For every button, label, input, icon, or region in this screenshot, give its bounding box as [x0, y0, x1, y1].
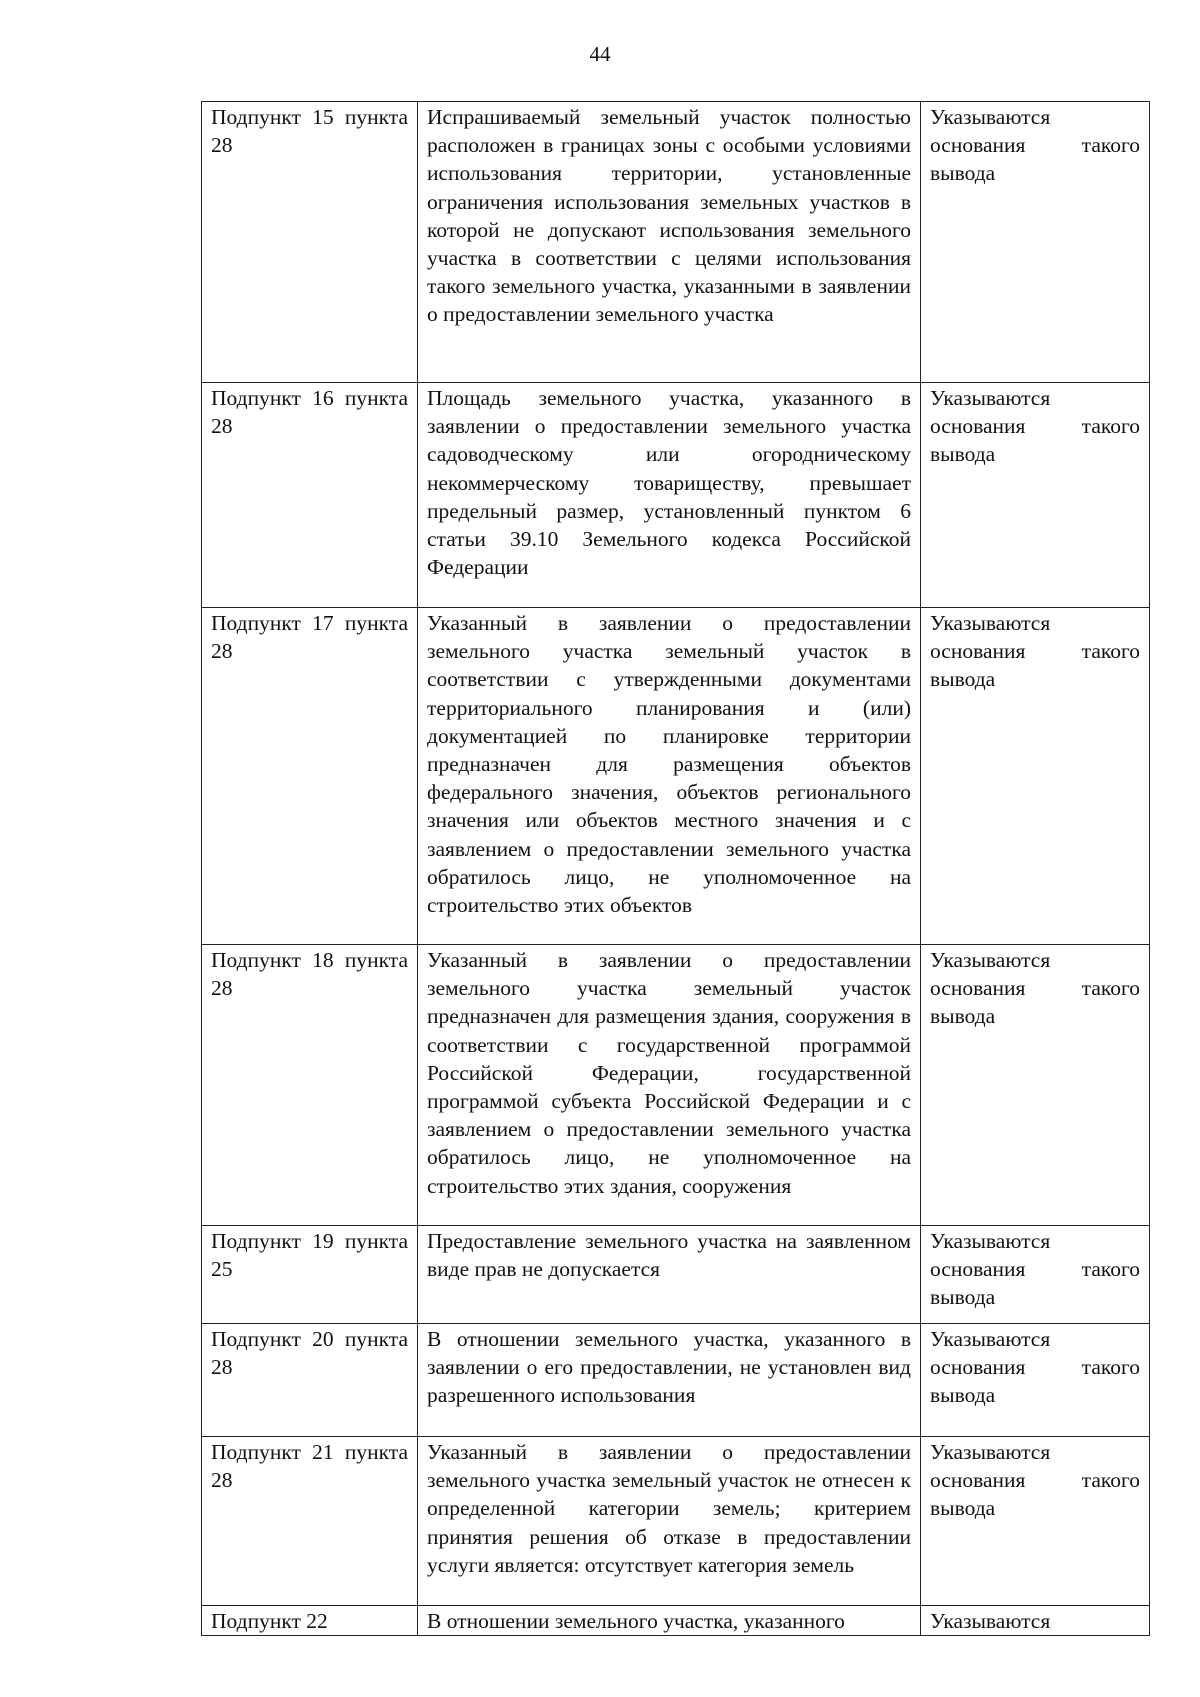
note-text: Указываются основания такого вывода — [930, 105, 1140, 186]
table-row — [202, 383, 1150, 608]
note-cell — [921, 608, 1150, 945]
clause-ref: Подпункт 17 пункта 28 — [211, 611, 408, 664]
table-row — [202, 1226, 1150, 1324]
clause-ref: Подпункт 22 — [211, 1609, 328, 1633]
ground-text: Указанный в заявлении о предоставлении земельного участка земельный участок предназначен для размещения здания, сооружения в соответствии с государственной программой Российской Федерации, государственной программой субъекта Российской Федерации и с заявлением о предоставлении земельного участка обратилось лицо, не уполномоченное на строительство этих здания, сооружения — [427, 948, 911, 1198]
clause-ref: Подпункт 15 пункта 28 — [211, 105, 408, 158]
ground-text: Испрашиваемый земельный участок полностью расположен в границах зоны с особыми условиями использования территории, установленные ограничения использования земельных участков в которой не допускают использования земельного участка в соответствии с целями использования такого земельного участка, указанными в заявлении о предоставлении земельного участка — [427, 105, 911, 327]
ground-text-cell — [418, 102, 921, 383]
ground-text-cell — [418, 1226, 921, 1324]
note-cell — [921, 945, 1150, 1226]
ground-text-cell — [418, 945, 921, 1226]
table-row — [202, 1606, 1150, 1636]
clause-ref: Подпункт 16 пункта 28 — [211, 386, 408, 439]
ground-text: Указанный в заявлении о предоставлении земельного участка земельный участок не отнесен к определенной категории земель; критерием принятия решения об отказе в предоставлении услуги является: отсутствует категория земель — [427, 1440, 911, 1577]
clause-ref-cell — [202, 102, 418, 383]
clause-ref-cell — [202, 608, 418, 945]
note-cell — [921, 102, 1150, 383]
table-row — [202, 945, 1150, 1226]
ground-text: Предоставление земельного участка на заявленном виде прав не допускается — [427, 1229, 911, 1282]
note-text: Указываются основания такого вывода — [930, 611, 1140, 692]
table-row — [202, 608, 1150, 945]
note-cell — [921, 1226, 1150, 1324]
clause-ref-cell — [202, 1437, 418, 1606]
clause-ref: Подпункт 18 пункта 28 — [211, 948, 408, 1001]
note-cell — [921, 1437, 1150, 1606]
ground-text: В отношении земельного участка, указанного — [427, 1609, 845, 1633]
ground-text: Указанный в заявлении о предоставлении земельного участка земельный участок в соответствии с утвержденными документами территориального планирования и (или) документацией по планировке территории предназначен для размещения объектов федерального значения, объектов регионального значения или объектов местного значения и с заявлением о предоставлении земельного участка обратилось лицо, не уполномоченное на строительство этих объектов — [427, 611, 911, 918]
note-text: Указываются основания такого вывода — [930, 1327, 1140, 1408]
page-number: 44 — [589, 42, 611, 66]
ground-text-cell — [418, 1437, 921, 1606]
note-text: Указываются основания такого вывода — [930, 1440, 1140, 1521]
clause-ref: Подпункт 21 пункта 28 — [211, 1440, 408, 1493]
clause-ref-cell — [202, 1606, 418, 1636]
clause-ref: Подпункт 20 пункта 28 — [211, 1327, 408, 1380]
ground-text-cell — [418, 383, 921, 608]
clause-ref: Подпункт 19 пункта 25 — [211, 1229, 408, 1282]
note-text: Указываются основания такого вывода — [930, 386, 1140, 467]
table-row — [202, 1324, 1150, 1437]
ground-text-cell — [418, 1324, 921, 1437]
note-text: Указываются основания такого вывода — [930, 948, 1140, 1029]
grounds-table — [201, 101, 1150, 1636]
clause-ref-cell — [202, 1226, 418, 1324]
note-cell — [921, 1324, 1150, 1437]
note-cell — [921, 1606, 1150, 1636]
ground-text-cell — [418, 1606, 921, 1636]
note-cell — [921, 383, 1150, 608]
clause-ref-cell — [202, 1324, 418, 1437]
ground-text-cell — [418, 608, 921, 945]
table-row — [202, 102, 1150, 383]
ground-text: В отношении земельного участка, указанного в заявлении о его предоставлении, не установлен вид разрешенного использования — [427, 1327, 911, 1408]
ground-text: Площадь земельного участка, указанного в заявлении о предоставлении земельного участка садоводческому или огородническому некоммерческому товариществу, превышает предельный размер, установленный пунктом 6 статьи 39.10 Земельного кодекса Российской Федерации — [427, 386, 911, 580]
clause-ref-cell — [202, 383, 418, 608]
clause-ref-cell — [202, 945, 418, 1226]
note-text: Указываются основания такого вывода — [930, 1229, 1140, 1310]
table-row — [202, 1437, 1150, 1606]
note-text: Указываются — [930, 1609, 1051, 1633]
